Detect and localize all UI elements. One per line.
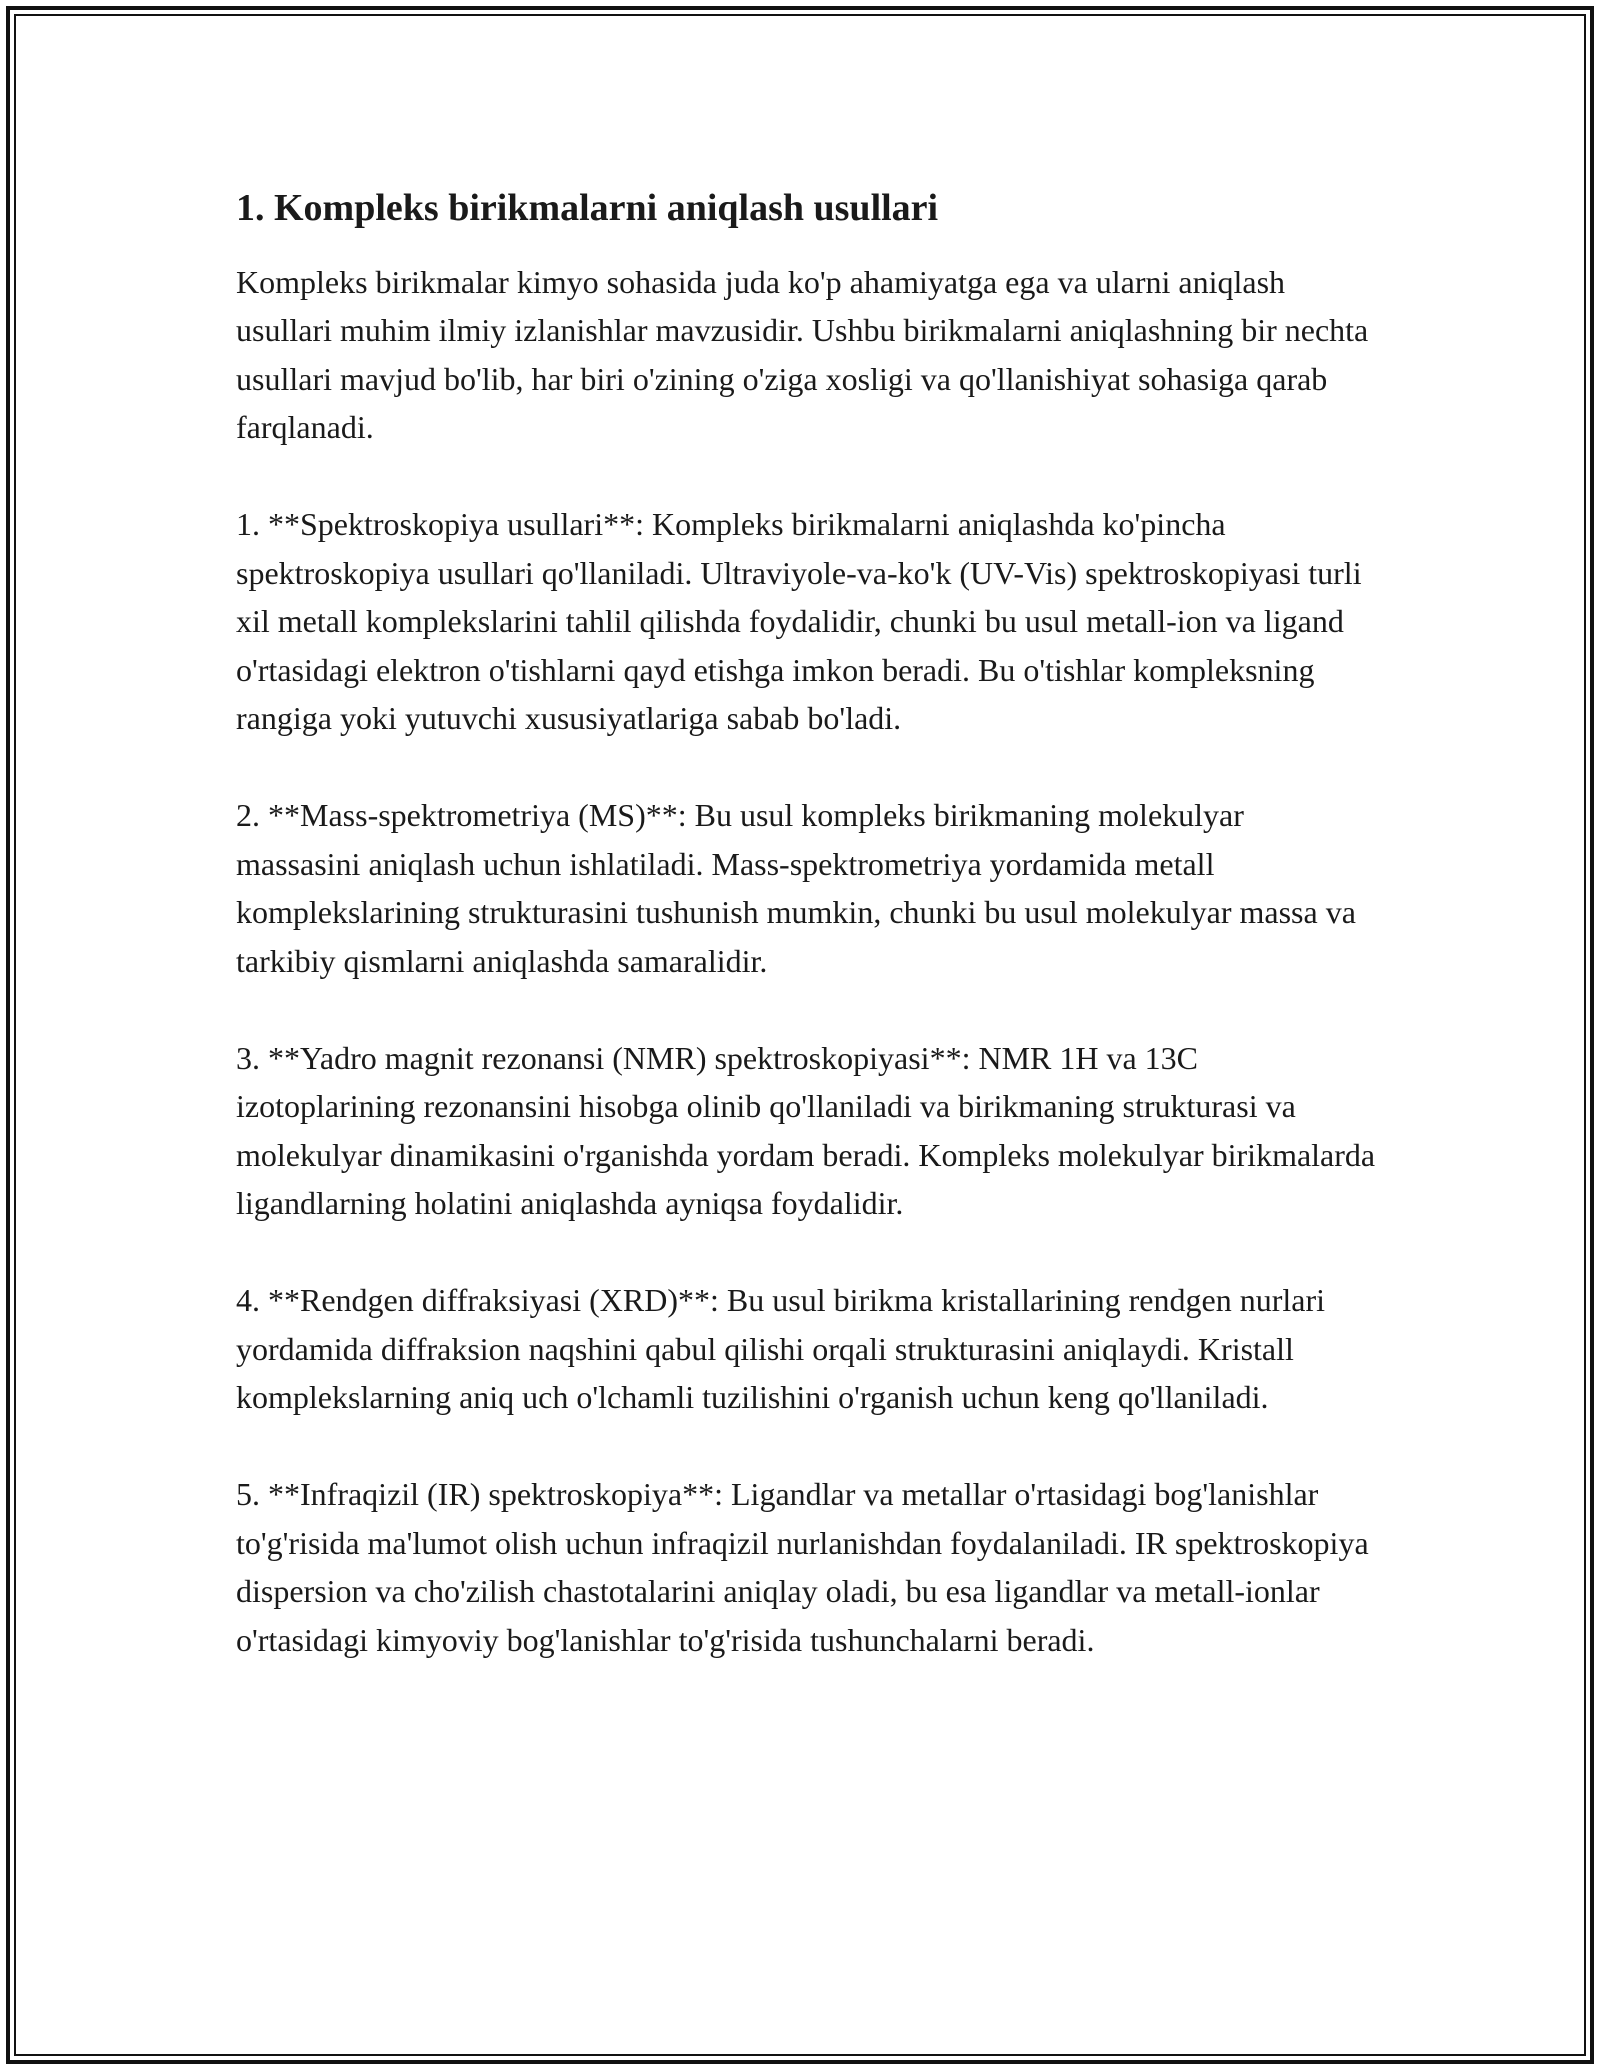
- document-body: [236, 186, 1376, 1713]
- paragraph-nmr: 3. **Yadro magnit rezonansi (NMR) spektroskopiyasi**: NMR 1H va 13C izotoplarining rezonansini hisobga olinib qo'llaniladi va birikmaning strukturasi va molekulyar dinamikasini o'rganishda yordam beradi. Kompleks molekulyar birikmalarda ligandlarning holatini aniqlashda ayniqsa foydalidir.: [236, 1039, 1376, 1222]
- paragraph-spektroskopiya: 1. **Spektroskopiya usullari**: Kompleks birikmalarni aniqlashda ko'pincha spektroskopiya usullari qo'llaniladi. Ultraviyole-va-ko'k (UV-Vis) spektroskopiyasi turli xil metall komplekslarini tahlil qilishda foydalidir, chunki bu usul metall-ion va ligand o'rtasidagi elektron o'tishlarni qayd etishga imkon beradi. Bu o'tishlar kompleksning rangiga yoki yutuvchi xususiyatlariga sabab bo'ladi.: [236, 506, 1362, 737]
- paragraph-mass-spektrometriya: 2. **Mass-spektrometriya (MS)**: Bu usul kompleks birikmaning molekulyar massasini aniqlash uchun ishlatiladi. Mass-spektrometriya yordamida metall komplekslarining strukturasini tushunish mumkin, chunki bu usul molekulyar massa va tarkibiy qismlarni aniqlashda samaralidir.: [236, 797, 1356, 979]
- paragraph-ir: 5. **Infraqizil (IR) spektroskopiya**: Ligandlar va metallar o'rtasidagi bog'lanishlar to'g'risida ma'lumot olish uchun infraqizil nurlanishdan foydalaniladi. IR spektroskopiya dispersion va cho'zilish chastotalarini aniqlay oladi, bu esa ligandlar va metall-ionlar o'rtasidagi kimyoviy bog'lanishlar to'g'risida tushunchalarni beradi.: [236, 1476, 1369, 1658]
- paragraph-xrd: 4. **Rendgen diffraksiyasi (XRD)**: Bu usul birikma kristallarining rendgen nurlari yordamida diffraksion naqshini qabul qilishi orqali strukturasini aniqlaydi. Kristall komplekslarning aniq uch o'lchamli tuzilishini o'rganish uchun keng qo'llaniladi.: [236, 1282, 1325, 1416]
- document-title: 1. Kompleks birikmalarni aniqlash usullari: [236, 187, 939, 229]
- intro-paragraph: Kompleks birikmalar kimyo sohasida juda ko'p ahamiyatga ega va ularni aniqlash usullari muhim ilmiy izlanishlar mavzusidir. Ushbu birikmalarni aniqlashning bir nechta usullari mavjud bo'lib, har biri o'zining o'ziga xosligi va qo'llanishiyat sohasiga qarab farqlanadi.: [236, 263, 1369, 446]
